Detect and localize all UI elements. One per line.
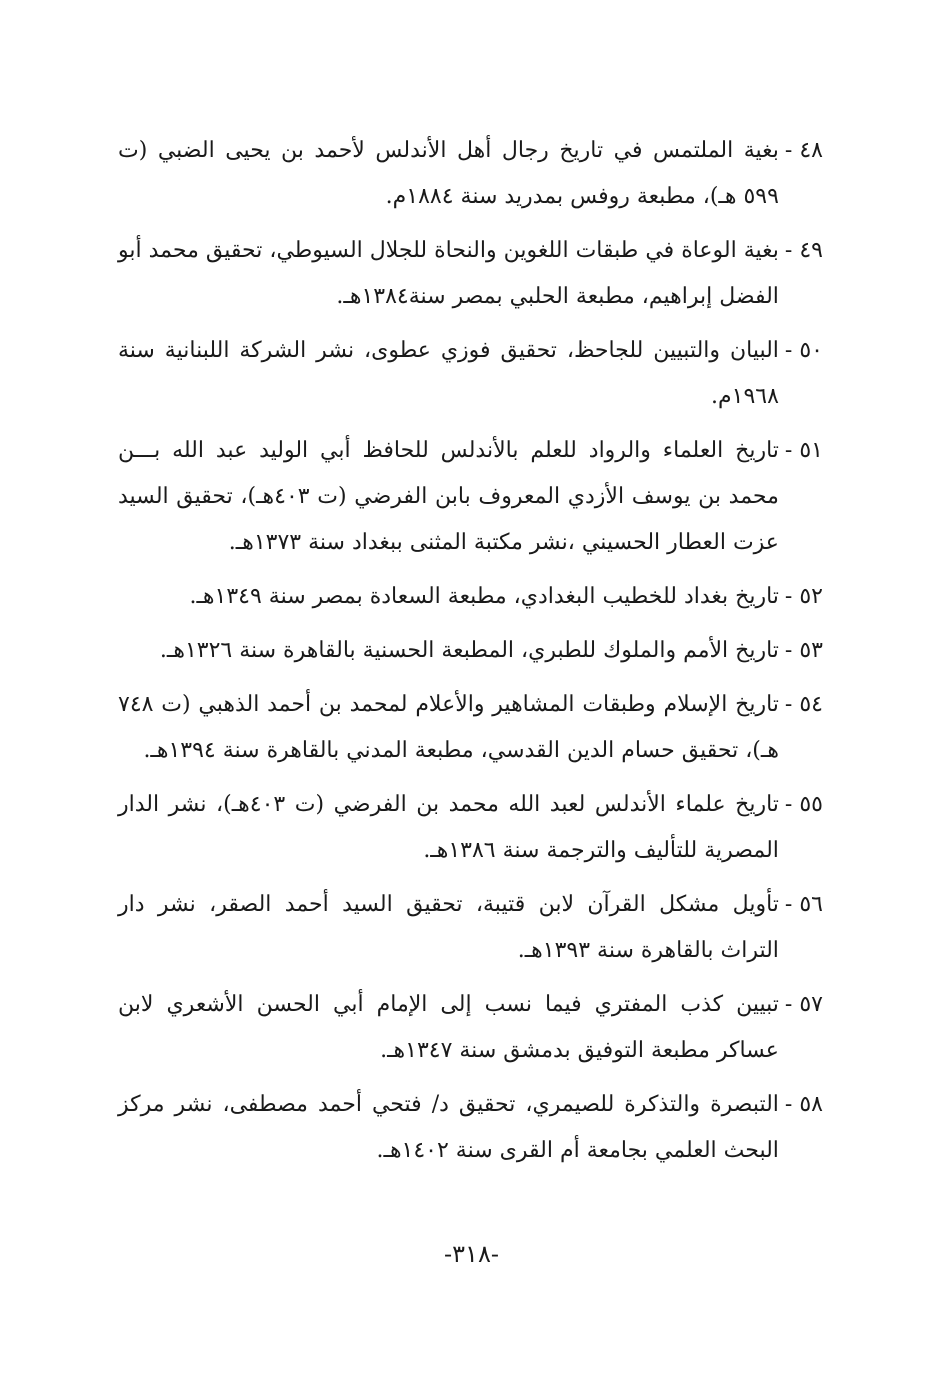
entry-text: تاريخ الأمم والملوك للطبري، المطبعة الحسنية بالقاهرة سنة ١٣٢٦هـ. <box>159 638 779 663</box>
entry-text: التبصرة والتذكرة للصيمري، تحقيق د/ فتحي أحمد مصطفى، نشر مركز البحث العلمي بجامعة أم القرى سنة ١٤٠٢هـ. <box>118 1092 779 1163</box>
bibliography-entry <box>118 682 823 774</box>
entry-number: ٥٧ - <box>784 992 823 1017</box>
bibliography-entry <box>118 628 823 674</box>
bibliography-entry <box>118 228 823 320</box>
entry-text: تاريخ العلماء والرواد للعلم بالأندلس للحافظ أبي الوليد عبد الله بـــن محمد بن يوسف الأزدي المعروف بابن الفرضي (ت ٤٠٣هـ)، تحقيق السيد عزت العطار الحسيني ،نشر مكتبة المثنى ببغداد سنة ١٣٧٣هـ. <box>118 438 779 555</box>
entry-text: تاريخ بغداد للخطيب البغدادي، مطبعة السعادة بمصر سنة ١٣٤٩هـ. <box>189 584 779 609</box>
entry-text: تاريخ علماء الأندلس لعبد الله محمد بن الفرضي (ت ٤٠٣هـ)، نشر الدار المصرية للتأليف والترجمة سنة ١٣٨٦هـ. <box>118 792 779 863</box>
entry-number: ٥٥ - <box>784 792 823 817</box>
bibliography-entry <box>118 574 823 620</box>
entry-number: ٤٩ - <box>784 238 823 263</box>
bibliography-entry <box>118 1082 823 1174</box>
entry-text: تأويل مشكل القرآن لابن قتيبة، تحقيق السيد أحمد الصقر، نشر دار التراث بالقاهرة سنة ١٣٩٣هـ. <box>118 892 779 963</box>
bibliography-list <box>118 128 823 1182</box>
bibliography-entry <box>118 128 823 220</box>
bibliography-entry <box>118 428 823 566</box>
entry-number: ٥٦ - <box>784 892 823 917</box>
entry-text: بغية الملتمس في تاريخ رجال أهل الأندلس لأحمد بن يحيى الضبي (ت ٥٩٩ هـ)، مطبعة روفس بمدريد سنة ١٨٨٤م. <box>118 138 779 209</box>
entry-text: بغية الوعاة في طبقات اللغوين والنحاة للجلال السيوطي، تحقيق محمد أبو الفضل إبراهيم، مطبعة الحلبي بمصر سنة١٣٨٤هـ. <box>118 238 779 309</box>
entry-number: ٤٨ - <box>784 138 823 163</box>
page-number: -٣١٨- <box>444 1240 499 1268</box>
entry-number: ٥٣ - <box>784 638 823 663</box>
entry-number: ٥١ - <box>784 438 823 463</box>
entry-number: ٥٢ - <box>784 584 823 609</box>
bibliography-entry <box>118 882 823 974</box>
bibliography-entry <box>118 782 823 874</box>
bibliography-entry <box>118 328 823 420</box>
entry-number: ٥٤ - <box>784 692 823 717</box>
entry-number: ٥٠ - <box>784 338 823 363</box>
entry-text: تاريخ الإسلام وطبقات المشاهير والأعلام لمحمد بن أحمد الذهبي (ت ٧٤٨ هـ)، تحقيق حسام الدين القدسي، مطبعة المدني بالقاهرة سنة ١٣٩٤هـ. <box>118 692 779 763</box>
bibliography-entry <box>118 982 823 1074</box>
entry-number: ٥٨ - <box>784 1092 823 1117</box>
entry-text: البيان والتبيين للجاحظ، تحقيق فوزي عطوى، نشر الشركة اللبنانية سنة ١٩٦٨م. <box>118 338 779 409</box>
entry-text: تبيين كذب المفتري فيما نسب إلى الإمام أبي الحسن الأشعري لابن عساكر مطبعة التوفيق بدمشق سنة ١٣٤٧هـ. <box>118 992 779 1063</box>
